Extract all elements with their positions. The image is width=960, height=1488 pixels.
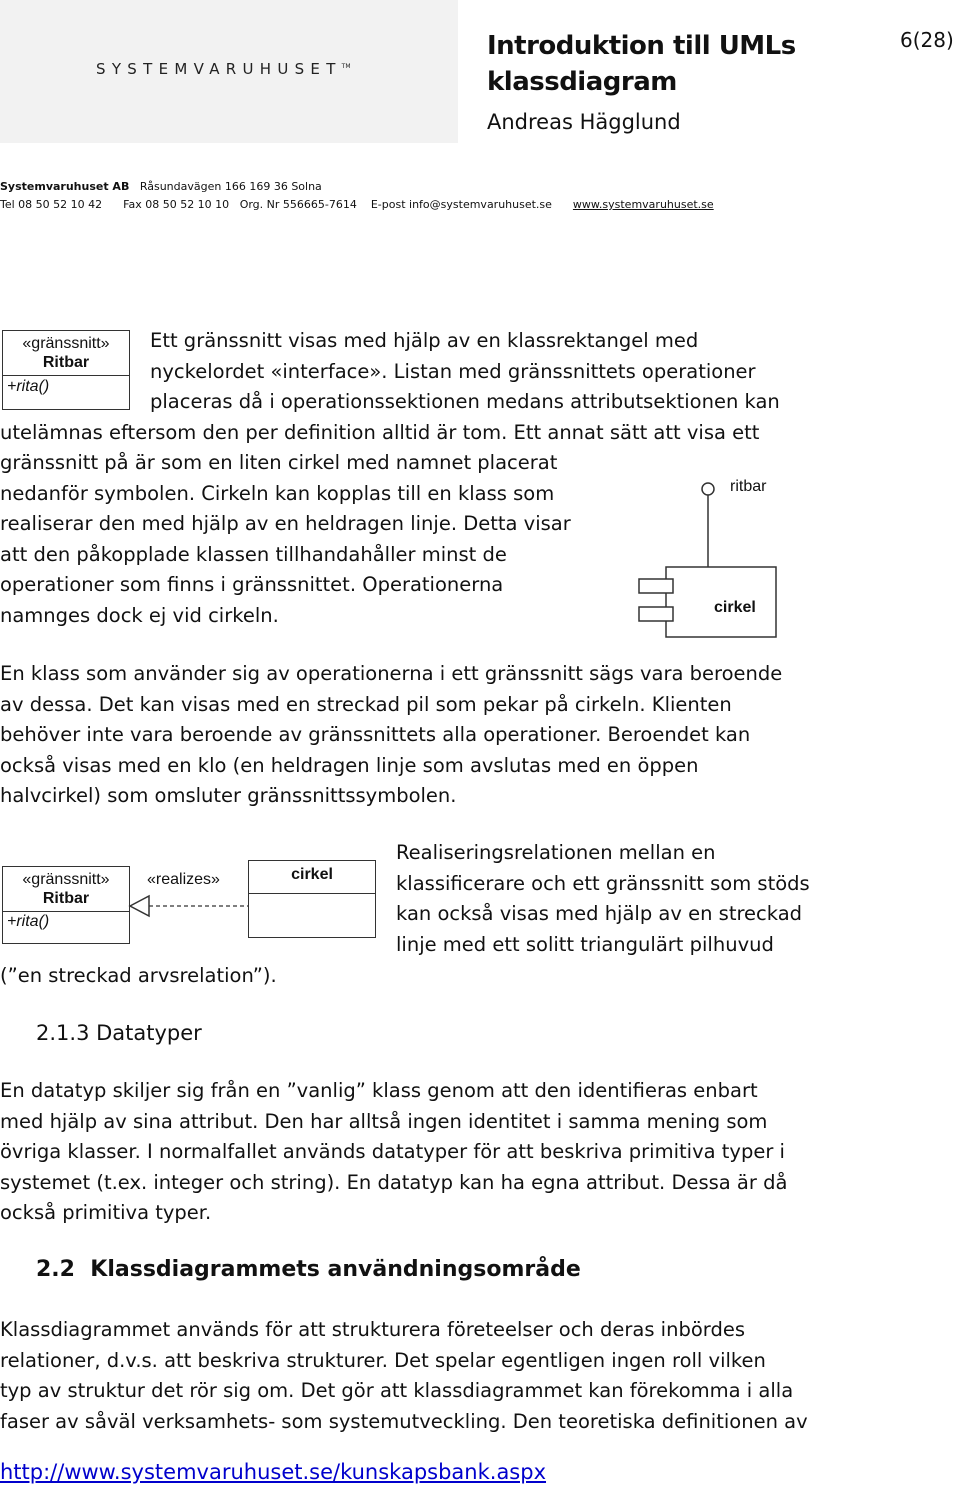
component-tab-top (639, 579, 673, 593)
contact-web-link[interactable]: www.systemvaruhuset.se (572, 198, 714, 211)
contact-line (0, 198, 714, 211)
paragraph-line: relationer, d.v.s. att beskriva strukturer. Det spelar egentligen ingen roll vilken (0, 1348, 766, 1372)
company-logo: SYSTEMVARUHUSET™ (96, 60, 351, 78)
company-name: Systemvaruhuset AB (0, 180, 130, 193)
realizing-class-name: cirkel (291, 866, 333, 883)
paragraph-line: behöver inte vara beroende av gränssnittets alla operationer. Beroendet kan (0, 723, 751, 746)
paragraph-line: faser av såväl verksamhets- som systemutveckling. Den teoretiska definitionen av (0, 1409, 808, 1433)
paragraph-realization (396, 838, 936, 960)
realizing-class-box (248, 860, 376, 938)
realized-interface-box (2, 866, 130, 944)
paragraph-line: med hjälp av sina attribut. Den har alltså ingen identitet i samma mening som (0, 1109, 768, 1133)
interface-class-name: Ritbar (42, 890, 90, 907)
paragraph-line: placeras då i operationssektionen medans attributsektionen kan (150, 390, 780, 413)
section-heading-datatyper: 2.1.3 Datatyper (36, 1021, 202, 1045)
interface-stereotype: «gränssnitt» (22, 335, 110, 352)
paragraph-anvandningsomrade (0, 1315, 950, 1437)
realization-caption: (”en streckad arvsrelation”). (0, 964, 277, 987)
paragraph-line: Ett gränssnitt visas med hjälp av en klassrektangel med (150, 329, 699, 352)
paragraph-line: typ av struktur det rör sig om. Det gör att klassdiagrammet kan förekomma i alla (0, 1379, 794, 1402)
paragraph-line: av dessa. Det kan visas med en streckad pil som pekar på cirkeln. Klienten (0, 692, 732, 716)
interface-operation: +rita() (7, 378, 50, 395)
paragraph-line: Klassdiagrammet används för att strukturera företeelser och deras inbördes (0, 1318, 745, 1341)
interface-class-name: Ritbar (42, 354, 90, 371)
interface-stereotype: «gränssnitt» (22, 871, 110, 888)
section-heading-anvandningsomrade: 2.2 Klassdiagrammets användningsområde (36, 1257, 581, 1282)
paragraph-line: nedanför symbolen. Cirkeln kan kopplas till en klass som (0, 481, 555, 505)
paragraph-line: övriga klasser. I normalfallet används datatyper för att beskriva primitiva typer i (0, 1140, 785, 1163)
company-address: Råsundavägen 166 169 36 Solna (139, 180, 322, 193)
paragraph-line: klassificerare och ett gränssnitt som stöds (396, 871, 810, 895)
paragraph-line: En klass som använder sig av operationerna i ett gränssnitt sägs vara beroende (0, 662, 783, 685)
footer-link[interactable]: http://www.systemvaruhuset.se/kunskapsbank.aspx (0, 1460, 547, 1484)
author: Andreas Hägglund (487, 110, 681, 134)
paragraph-line: gränssnitt på är som en liten cirkel med namnet placerat (0, 451, 558, 474)
interface-circle (702, 483, 714, 495)
document-title: Introduktion till UMLs klassdiagram (487, 31, 796, 97)
paragraph-line: halvcirkel) som omsluter gränssnittssymbolen. (0, 784, 457, 807)
contact-email: E-post info@systemvaruhuset.se (370, 198, 552, 211)
realizes-label: «realizes» (147, 871, 220, 888)
paragraph-line: Realiseringsrelationen mellan en (396, 841, 716, 864)
paragraph-line: kan också visas med hjälp av en streckad (396, 902, 803, 925)
paragraph-line: realiserar den med hjälp av en heldragen linje. Detta visar (0, 512, 571, 535)
page-number: 6(28) (900, 28, 954, 52)
realization-arrowhead (130, 896, 149, 916)
paragraph-line: nyckelordet «interface». Listan med gränssnittets operationer (150, 359, 756, 383)
paragraph-dependency (0, 659, 950, 812)
contact-fax: Fax 08 50 52 10 10 (123, 198, 230, 211)
interface-circle-label: ritbar (730, 478, 767, 495)
realization-arrow (128, 892, 250, 922)
paragraph-line: operationer som finns i gränssnittet. Operationerna (0, 573, 504, 596)
paragraph-line: utelämnas eftersom den per definition alltid är tom. Ett annat sätt att visa ett (0, 420, 760, 444)
paragraph-line: namnges dock ej vid cirkeln. (0, 603, 279, 627)
paragraph-line: också primitiva typer. (0, 1201, 212, 1224)
paragraph-datatyper (0, 1076, 950, 1229)
paragraph-line: En datatyp skiljer sig från en ”vanlig” klass genom att den identifieras enbart (0, 1079, 758, 1102)
component-label: cirkel (714, 599, 756, 616)
interface-operation: +rita() (7, 913, 50, 930)
class-separator (249, 893, 375, 894)
paragraph-line: linje med ett solitt triangulärt pilhuvud (396, 932, 774, 956)
paragraph-line: att den påkopplade klassen tillhandahåller minst de (0, 542, 507, 566)
paragraph-line: systemet (t.ex. integer och string). En datatyp kan ha egna attribut. Dessa är då (0, 1170, 788, 1194)
component-tab-bottom (639, 607, 673, 621)
lollipop-diagram (630, 475, 780, 645)
paragraph-line: också visas med en klo (en heldragen linje som avslutas med en öppen (0, 753, 699, 777)
contact-tel: Tel 08 50 52 10 42 (0, 198, 103, 211)
contact-org: Org. Nr 556665-7614 (239, 198, 357, 211)
company-line (0, 180, 322, 193)
